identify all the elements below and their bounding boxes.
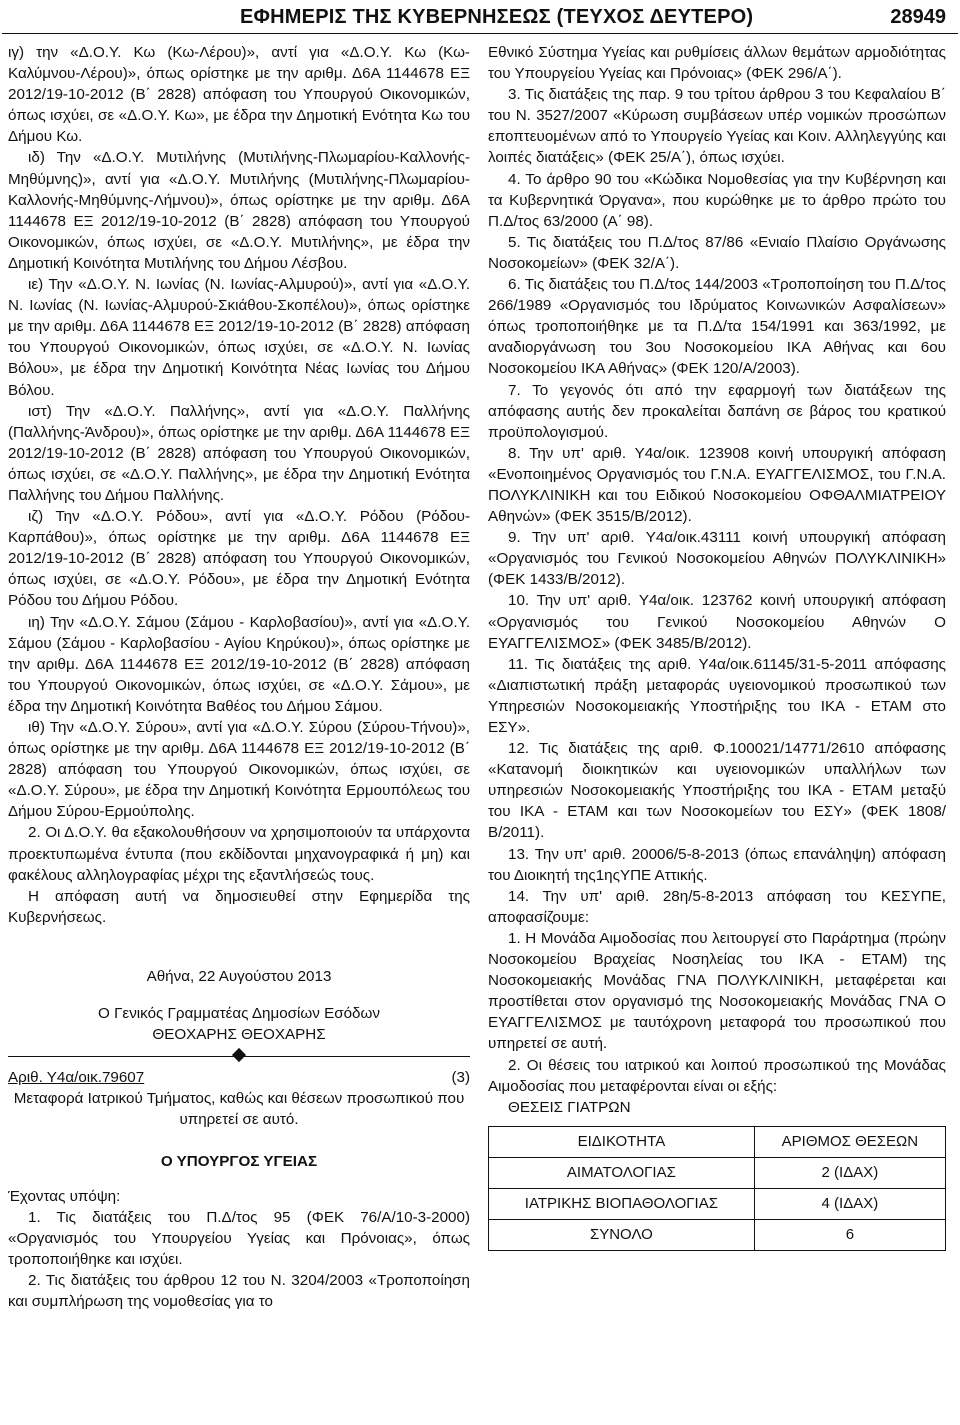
table-row: [489, 1157, 946, 1188]
paragraph-samos: ιη) Την «Δ.Ο.Υ. Σάμου (Σάμου - Καρλοβασίου)», αντί για «Δ.Ο.Υ. Σάμου (Σάμου - Καρλοβασίου - Αγίου Κηρύκου)», όπως ορίστηκε με την αριθμ. Δ6Α 1144678 ΕΞ 2012/19-10-2012 (Β΄ 2828) απόφαση του Υπουργού Οικονομικών, όπως ισχύει, σε «Δ.Ο.Υ. Σάμου», με έδρα την Δημοτική Κοινότητα Βαθέος του Δήμου Σάμου.: [8, 613, 470, 715]
right-column: [488, 42, 946, 1251]
paragraph-evangelismos-decision: 10. Την υπ' αριθ. Υ4α/οικ. 123762 κοινή υπουργική απόφαση «Οργανισμός του Γενικού Νοσοκομείου Αθηνών Ο ΕΥΑΓΓΕΛΙΣΜΟΣ» (ΦΕΚ 3485/Β/2012).: [488, 592, 946, 652]
page-number: 28949: [890, 6, 946, 28]
decree-heading: [8, 1067, 470, 1088]
left-column: [8, 42, 470, 1312]
paragraph-nea-ionia: ιε) Την «Δ.Ο.Υ. Ν. Ιωνίας (Ν. Ιωνίας-Αλμυρού)», αντί για «Δ.Ο.Υ. Ν. Ιωνίας (Ν. Ιωνίας-Αλμυρού-Σκιάθου-Σκοπέλου)», όπως ορίστηκε με την αριθμ. Δ6Α 1144678 ΕΞ 2012/19-10-2012 (Β΄ 2828) απόφαση του Υπουργού Οικονομικών, όπως ισχύει, σε «Δ.Ο.Υ. Ν. Ιωνίας Βόλου», με έδρα την Δημοτική Κοινότητα Νέας Ιωνίας του Δήμου Βόλου.: [8, 276, 470, 399]
table-cell: 2 (ΙΔΑΧ): [754, 1157, 945, 1188]
signatory-name: ΘΕΟΧΑΡΗΣ ΘΕΟΧΑΡΗΣ: [152, 1026, 326, 1044]
paragraph-syros: ιθ) Την «Δ.Ο.Υ. Σύρου», αντί για «Δ.Ο.Υ. Σύρου (Σύρου-Τήνου)», όπως ορίστηκε με την αριθμ. Δ6Α 1144678 ΕΞ 2012/19-10-2012 (Β΄ 2828) απόφαση του Υπουργού Οικονομικών, όπως ισχύει, σε «Δ.Ο.Υ. Σύρου», με έδρα την Δημοτική Κοινότητα Ερμουπόλεως του Δήμου Σύρου-Ερμούπολης.: [8, 719, 470, 821]
table-cell: 4 (ΙΔΑΧ): [754, 1188, 945, 1219]
diamond-icon: [232, 1048, 246, 1062]
paragraph-allocation: 12. Τις διατάξεις της αριθ. Φ.100021/14771/2610 απόφασης «Κατανομή διοικητικών και υγειονομικών υπαλλήλων των υπηρεσιών Νοσοκομειακής Υποστήριξης του ΙΚΑ - ΕΤΑΜ μεταξύ του ΙΚΑ - ΕΤΑΜ και των Νοσοκομείων του ΕΣΥ» (ΦΕΚ 1808/Β/2011).: [488, 740, 946, 842]
table-cell: ΙΑΤΡΙΚΗΣ ΒΙΟΠΑΘΟΛΟΓΙΑΣ: [489, 1188, 755, 1219]
table-row: [489, 1219, 946, 1250]
decree-title: Μεταφορά Ιατρικού Τμήματος, καθώς και θέσεων προσωπικού που υπηρετεί σε αυτό.: [13, 1090, 465, 1129]
positions-table: [488, 1126, 946, 1251]
paragraph-article90: 4. Το άρθρο 90 του «Κώδικα Νομοθεσίας για την Κυβέρνηση και τα Κυβερνητικά Όργανα», που κυρώθηκε με το άρθρο πρώτο του Π.Δ/τος 63/2000 (Α΄ 98).: [488, 170, 946, 230]
page-header: [0, 0, 960, 38]
separator-diamond: [8, 1047, 470, 1065]
table-cell: 6: [754, 1219, 945, 1250]
minister-heading: Ο ΥΠΟΥΡΓΟΣ ΥΓΕΙΑΣ: [160, 1152, 318, 1170]
table-cell: ΣΥΝΟΛΟ: [489, 1219, 755, 1250]
paragraph-law3204: 2. Τις διατάξεις του άρθρου 12 του Ν. 3204/2003 «Τροποποίηση και συμπλήρωση της νομοθεσίας για το: [8, 1271, 470, 1311]
paragraph-kesype: 14. Την υπ' αριθ. 28η/5-8-2013 απόφαση του ΚΕΣΥΠΕ, αποφασίζουμε:: [488, 887, 946, 926]
date-line: Αθήνα, 22 Αυγούστου 2013: [146, 967, 332, 985]
decree-index: (3): [451, 1069, 470, 1087]
table-header-cell: ΕΙΔΙΚΟΤΗΤΑ: [489, 1126, 755, 1157]
paragraph-blood-unit: 1. Η Μονάδα Αιμοδοσίας που λειτουργεί στο Παράρτημα (πρώην Νοσοκομείου Βραχείας Νοσηλείας του ΙΚΑ - ΕΤΑΜ) της Νοσοκομειακής Μονάδας ΓΝΑ ΠΟΛΥΚΛΙΝΙΚΗ, μεταφέρεται και προστίθεται στον οργανισμό της Νοσοκομειακής Μονάδας ΓΝΑ Ο ΕΥΑΓΓΕΛΙΣΜΟΣ με ταυτόχρονη μεταφορά του προσωπικού που υπηρετεί σε αυτή.: [488, 929, 946, 1053]
signatory-title: Ο Γενικός Γραμματέας Δημοσίων Εσόδων: [98, 1005, 380, 1023]
paragraph-rhodes: ιζ) Την «Δ.Ο.Υ. Ρόδου», αντί για «Δ.Ο.Υ. Ρόδου (Ρόδου-Καρπάθου)», όπως ορίστηκε με την αριθμ. Δ6Α 1144678 ΕΞ 2012/19-10-2012 (Β΄ 2828) απόφαση του Υπουργού Οικονομικών, όπως ισχύει, σε «Δ.Ο.Υ. Ρόδου», με έδρα την Δημοτική Ενότητα Ρόδου του Δήμου Ρόδου.: [8, 508, 470, 610]
header-rule: [2, 33, 958, 34]
paragraph-polykliniki-org: 9. Την υπ' αριθ. Υ4α/οικ.43111 κοινή υπουργική απόφαση «Οργανισμός του Γενικού Νοσοκομείου Αθηνών ΠΟΛΥΚΛΙΝΙΚΗ» (ΦΕΚ 1433/Β/2012).: [488, 529, 946, 589]
paragraph-forms: 2. Οι Δ.Ο.Υ. θα εξακολουθήσουν να χρησιμοποιούν τα υπάρχοντα προεκτυπωμένα έντυπα (που εκδίδονται μηχανογραφικά ή μη) και φακέλους αλληλογραφίας μέχρι της εξαντλήσεώς τους.: [8, 824, 470, 884]
paragraph-pd144: 6. Τις διατάξεις του Π.Δ/τος 144/2003 «Τροποποίηση του Π.Δ/τος 266/1989 «Οργανισμός του Ιδρύματος Κοινωνικών Ασφαλίσεων» όπως τροποποιήθηκε με τα Π.Δ/τα 154/1991 και 363/1992, με αναδιοργάνωση του 3ου Νοσοκομείου ΙΚΑ Αθήνας και 6ου Νοσοκομείου ΙΚΑ Αθήνας» (ΦΕΚ 120/Α/2003).: [488, 276, 946, 378]
paragraph-mytilene: ιδ) Την «Δ.Ο.Υ. Μυτιλήνης (Μυτιλήνης-Πλωμαρίου-Καλλονής-Μηθύμνης)», αντί για «Δ.Ο.Υ. Μυτιλήνης (Μυτιλήνης-Πλωμαρίου-Καλλονής-Μηθύμνης-Λήμνου)», όπως ορίστηκε με την αριθμ. Δ6Α 1144678 ΕΞ 2012/19-10-2012 (Β΄ 2828) απόφαση του Υπουργού Οικονομικών, όπως ισχύει, σε «Δ.Ο.Υ. Μυτιλήνης», με έδρα την Δημοτική Κοινότητα Μυτιλήνης του Δήμου Λέσβου.: [8, 149, 470, 272]
paragraph-evangelismos-org: 8. Την υπ' αριθ. Υ4α/οικ. 123908 κοινή υπουργική απόφαση «Ενοποιημένος Οργανισμός του Γ.Ν.Α. ΕΥΑΓΓΕΛΙΣΜΟΣ, του Γ.Ν.Α. ΠΟΛΥΚΛΙΝΙΚΗ και του Ειδικού Νοσοκομείου ΟΦΘΑΛΜΙΑΤΡΕΙΟΥ Αθηνών» (ΦΕΚ 3515/Β/2012).: [488, 444, 946, 526]
table-header-cell: ΑΡΙΘΜΟΣ ΘΕΣΕΩΝ: [754, 1126, 945, 1157]
paragraph-positions: 2. Οι θέσεις του ιατρικού και λοιπού προσωπικού της Μονάδας Αιμοδοσίας που μεταφέρονται είναι οι εξής:: [488, 1056, 946, 1095]
paragraph-publish: Η απόφαση αυτή να δημοσιευθεί στην Εφημερίδα της Κυβερνήσεως.: [8, 887, 470, 926]
table-cell: ΑΙΜΑΤΟΛΟΓΙΑΣ: [489, 1157, 755, 1188]
paragraph-transfer-act: 11. Τις διατάξεις της αριθ. Υ4α/οικ.61145/31-5-2011 απόφασης «Διαπιστωτική πράξη μεταφοράς υγειονομικού προσωπικού των Υπηρεσιών Νοσοκομειακής Υποστήριξης του ΙΚΑ - ΕΤΑΜ στο ΕΣΥ».: [488, 655, 946, 736]
paragraph-kos: ιγ) την «Δ.Ο.Υ. Κω (Κω-Λέρου)», αντί για «Δ.Ο.Υ. Κω (Κω-Καλύμνου-Λέρου)», όπως ορίστηκε με την αριθμ. Δ6Α 1144678 ΕΞ 2012/19-10-2012 (Β΄ 2828) απόφαση του Υπουργού Οικονομικών, όπως ισχύει, σε «Δ.Ο.Υ. Κω», με έδρα την Δημοτική Ενότητα Κω του Δήμου Κω.: [8, 44, 470, 146]
table-header-row: [489, 1126, 946, 1157]
paragraph-esy: Εθνικό Σύστημα Υγείας και ρυθμίσεις άλλων θεμάτων αρμοδιότητας του Υπουργείου Υγείας και Πρόνοιας» (ΦΕΚ 296/Α΄).: [488, 44, 946, 83]
paragraph-budget: 7. Το γεγονός ότι από την εφαρμογή των διατάξεων της απόφασης αυτής δεν προκαλείται δαπάνη σε βάρος του κρατικού προϋπολογισμού.: [488, 381, 946, 441]
paragraph-pallini: ιστ) Την «Δ.Ο.Υ. Παλλήνης», αντί για «Δ.Ο.Υ. Παλλήνης (Παλλήνης-Άνδρου)», όπως ορίστηκε με την αριθμ. Δ6Α 1144678 ΕΞ 2012/19-10-2012 (Β΄ 2828) απόφαση του Υπουργού Οικονομικών, όπως ισχύει, σε «Δ.Ο.Υ. Παλλήνης», με έδρα την Δημοτική Ενότητα Παλλήνης του Δήμου Παλλήνης.: [8, 402, 470, 504]
paragraph-law3527: 3. Τις διατάξεις της παρ. 9 του τρίτου άρθρου 3 του Κεφαλαίου Β΄ του Ν. 3527/2007 «Κύρωση συμβάσεων υπέρ νομικών προσώπων εποπτευομένων από το Υπουργείο Υγείας και Κοιν. Αλληλεγγύης και λοιπές διατάξεις» (ΦΕΚ 25/Α΄), όπως ισχύει.: [488, 86, 946, 167]
paragraph-pd87: 5. Τις διατάξεις του Π.Δ/τος 87/86 «Ενιαίο Πλαίσιο Οργάνωσης Νοσοκομείων» (ΦΕΚ 32/Α΄).: [488, 233, 946, 272]
gazette-title: ΕΦΗΜΕΡΙΣ ΤΗΣ ΚΥΒΕΡΝΗΣΕΩΣ (ΤΕΥΧΟΣ ΔΕΥΤΕΡΟ): [240, 6, 754, 28]
having-regard: Έχοντας υπόψη:: [8, 1187, 121, 1205]
table-row: [489, 1188, 946, 1219]
paragraph-ype-decision: 13. Την υπ' αριθ. 20006/5-8-2013 (όπως επανάληψη) απόφαση του Διοικητή της1ηςΥΠΕ Αττικής.: [488, 845, 946, 884]
decree-number: Αριθ. Υ4α/οικ.79607: [8, 1069, 145, 1087]
table-title: ΘΕΣΕΙΣ ΓΙΑΤΡΩΝ: [508, 1098, 631, 1116]
paragraph-pd95: 1. Τις διατάξεις του Π.Δ/τος 95 (ΦΕΚ 76/Α/10-3-2000) «Οργανισμός του Υπουργείου Υγείας και Πρόνοιας», όπως τροποποιήθηκε και ισχύει.: [8, 1208, 470, 1268]
